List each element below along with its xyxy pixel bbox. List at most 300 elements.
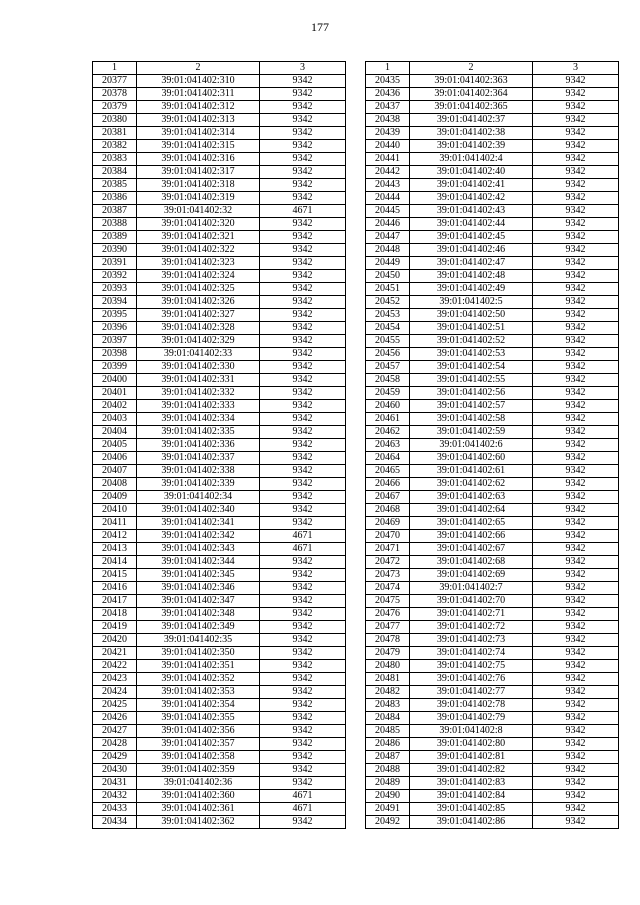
row-number-cell: 20421 [93, 647, 137, 660]
table-row [93, 322, 346, 335]
row-number-cell: 20450 [366, 270, 410, 283]
value-cell: 9342 [533, 270, 619, 283]
cadastral-number-cell: 39:01:041402:75 [410, 660, 533, 673]
table-row [93, 439, 346, 452]
cadastral-number-cell: 39:01:041402:313 [137, 114, 260, 127]
value-cell: 9342 [533, 634, 619, 647]
cadastral-number-cell: 39:01:041402:82 [410, 764, 533, 777]
row-number-cell: 20462 [366, 426, 410, 439]
value-cell: 9342 [533, 283, 619, 296]
row-number-cell: 20415 [93, 569, 137, 582]
value-cell: 9342 [260, 569, 346, 582]
row-number-cell: 20407 [93, 465, 137, 478]
cadastral-number-cell: 39:01:041402:365 [410, 101, 533, 114]
value-cell: 9342 [260, 751, 346, 764]
value-cell: 9342 [260, 582, 346, 595]
table-row [366, 374, 619, 387]
table-row [366, 387, 619, 400]
cadastral-number-cell: 39:01:041402:71 [410, 608, 533, 621]
column-header-1: 1 [93, 62, 137, 75]
value-cell: 9342 [533, 205, 619, 218]
row-number-cell: 20492 [366, 816, 410, 829]
table-row [93, 270, 346, 283]
table-row [366, 426, 619, 439]
row-number-cell: 20393 [93, 283, 137, 296]
table-row [93, 751, 346, 764]
table-row [93, 517, 346, 530]
cadastral-number-cell: 39:01:041402:336 [137, 439, 260, 452]
cadastral-number-cell: 39:01:041402:83 [410, 777, 533, 790]
cadastral-number-cell: 39:01:041402:34 [137, 491, 260, 504]
row-number-cell: 20453 [366, 309, 410, 322]
cadastral-number-cell: 39:01:041402:54 [410, 361, 533, 374]
cadastral-number-cell: 39:01:041402:53 [410, 348, 533, 361]
value-cell: 9342 [260, 712, 346, 725]
row-number-cell: 20431 [93, 777, 137, 790]
table-row [366, 816, 619, 829]
cadastral-number-cell: 39:01:041402:66 [410, 530, 533, 543]
value-cell: 9342 [533, 647, 619, 660]
cadastral-number-cell: 39:01:041402:316 [137, 153, 260, 166]
table-row [366, 400, 619, 413]
value-cell: 9342 [260, 114, 346, 127]
table-row [93, 140, 346, 153]
table-row [366, 452, 619, 465]
table-row [93, 673, 346, 686]
cadastral-number-cell: 39:01:041402:358 [137, 751, 260, 764]
value-cell: 9342 [533, 179, 619, 192]
row-number-cell: 20404 [93, 426, 137, 439]
table-row [93, 413, 346, 426]
table-header-row [366, 62, 619, 75]
cadastral-number-cell: 39:01:041402:84 [410, 790, 533, 803]
row-number-cell: 20434 [93, 816, 137, 829]
row-number-cell: 20463 [366, 439, 410, 452]
cadastral-number-cell: 39:01:041402:361 [137, 803, 260, 816]
value-cell: 9342 [533, 88, 619, 101]
cadastral-number-cell: 39:01:041402:356 [137, 725, 260, 738]
cadastral-number-cell: 39:01:041402:353 [137, 686, 260, 699]
column-header-3: 3 [533, 62, 619, 75]
cadastral-number-cell: 39:01:041402:322 [137, 244, 260, 257]
value-cell: 9342 [260, 426, 346, 439]
row-number-cell: 20397 [93, 335, 137, 348]
table-row [366, 192, 619, 205]
row-number-cell: 20476 [366, 608, 410, 621]
value-cell: 9342 [260, 725, 346, 738]
row-number-cell: 20480 [366, 660, 410, 673]
cadastral-number-cell: 39:01:041402:317 [137, 166, 260, 179]
cadastral-number-cell: 39:01:041402:310 [137, 75, 260, 88]
cadastral-number-cell: 39:01:041402:37 [410, 114, 533, 127]
table-row [366, 88, 619, 101]
cadastral-number-cell: 39:01:041402:345 [137, 569, 260, 582]
table-row [366, 413, 619, 426]
cadastral-number-cell: 39:01:041402:7 [410, 582, 533, 595]
cadastral-number-cell: 39:01:041402:51 [410, 322, 533, 335]
value-cell: 9342 [533, 556, 619, 569]
cadastral-number-cell: 39:01:041402:70 [410, 595, 533, 608]
row-number-cell: 20401 [93, 387, 137, 400]
table-row [93, 114, 346, 127]
cadastral-number-cell: 39:01:041402:48 [410, 270, 533, 283]
row-number-cell: 20435 [366, 75, 410, 88]
cadastral-number-cell: 39:01:041402:78 [410, 699, 533, 712]
cadastral-number-cell: 39:01:041402:339 [137, 478, 260, 491]
table-row [366, 647, 619, 660]
row-number-cell: 20381 [93, 127, 137, 140]
table-row [93, 764, 346, 777]
value-cell: 9342 [533, 582, 619, 595]
value-cell: 9342 [260, 504, 346, 517]
row-number-cell: 20488 [366, 764, 410, 777]
cadastral-number-cell: 39:01:041402:69 [410, 569, 533, 582]
value-cell: 9342 [533, 218, 619, 231]
table-row [366, 790, 619, 803]
row-number-cell: 20391 [93, 257, 137, 270]
cadastral-number-cell: 39:01:041402:72 [410, 621, 533, 634]
table-row [93, 361, 346, 374]
value-cell: 9342 [260, 595, 346, 608]
value-cell: 9342 [533, 127, 619, 140]
value-cell: 9342 [260, 400, 346, 413]
cadastral-number-cell: 39:01:041402:40 [410, 166, 533, 179]
column-header-2: 2 [410, 62, 533, 75]
row-number-cell: 20461 [366, 413, 410, 426]
row-number-cell: 20424 [93, 686, 137, 699]
table-row [366, 257, 619, 270]
cadastral-number-cell: 39:01:041402:35 [137, 634, 260, 647]
table-row [93, 478, 346, 491]
cadastral-number-cell: 39:01:041402:348 [137, 608, 260, 621]
table-row [93, 504, 346, 517]
registry-table-left [92, 61, 346, 829]
cadastral-number-cell: 39:01:041402:86 [410, 816, 533, 829]
value-cell: 9342 [260, 101, 346, 114]
row-number-cell: 20419 [93, 621, 137, 634]
row-number-cell: 20440 [366, 140, 410, 153]
column-header-3: 3 [260, 62, 346, 75]
value-cell: 4671 [260, 530, 346, 543]
value-cell: 9342 [533, 738, 619, 751]
cadastral-number-cell: 39:01:041402:50 [410, 309, 533, 322]
table-row [366, 439, 619, 452]
table-row [366, 634, 619, 647]
row-number-cell: 20388 [93, 218, 137, 231]
table-row [366, 309, 619, 322]
table-row [366, 517, 619, 530]
table-row [366, 556, 619, 569]
value-cell: 9342 [260, 660, 346, 673]
row-number-cell: 20454 [366, 322, 410, 335]
row-number-cell: 20477 [366, 621, 410, 634]
value-cell: 4671 [260, 790, 346, 803]
value-cell: 9342 [533, 699, 619, 712]
column-header-1: 1 [366, 62, 410, 75]
value-cell: 9342 [260, 166, 346, 179]
row-number-cell: 20475 [366, 595, 410, 608]
value-cell: 9342 [533, 543, 619, 556]
row-number-cell: 20485 [366, 725, 410, 738]
row-number-cell: 20448 [366, 244, 410, 257]
cadastral-number-cell: 39:01:041402:334 [137, 413, 260, 426]
row-number-cell: 20417 [93, 595, 137, 608]
cadastral-number-cell: 39:01:041402:331 [137, 374, 260, 387]
table-row [93, 283, 346, 296]
column-header-2: 2 [137, 62, 260, 75]
row-number-cell: 20445 [366, 205, 410, 218]
row-number-cell: 20395 [93, 309, 137, 322]
row-number-cell: 20389 [93, 231, 137, 244]
table-row [93, 699, 346, 712]
table-row [366, 725, 619, 738]
table-row [366, 231, 619, 244]
value-cell: 9342 [533, 478, 619, 491]
table-row [93, 556, 346, 569]
table-row [366, 504, 619, 517]
row-number-cell: 20472 [366, 556, 410, 569]
table-row [366, 361, 619, 374]
value-cell: 9342 [533, 725, 619, 738]
value-cell: 9342 [533, 816, 619, 829]
value-cell: 9342 [260, 738, 346, 751]
row-number-cell: 20403 [93, 413, 137, 426]
table-row [366, 283, 619, 296]
table-row [93, 166, 346, 179]
table-row [93, 569, 346, 582]
table-row [93, 491, 346, 504]
value-cell: 9342 [533, 569, 619, 582]
value-cell: 9342 [533, 244, 619, 257]
value-cell: 9342 [533, 660, 619, 673]
row-number-cell: 20446 [366, 218, 410, 231]
table-row [93, 205, 346, 218]
value-cell: 9342 [533, 361, 619, 374]
row-number-cell: 20460 [366, 400, 410, 413]
value-cell: 9342 [260, 348, 346, 361]
table-row [366, 699, 619, 712]
row-number-cell: 20438 [366, 114, 410, 127]
value-cell: 9342 [260, 608, 346, 621]
row-number-cell: 20491 [366, 803, 410, 816]
cadastral-number-cell: 39:01:041402:64 [410, 504, 533, 517]
cadastral-number-cell: 39:01:041402:65 [410, 517, 533, 530]
row-number-cell: 20406 [93, 452, 137, 465]
cadastral-number-cell: 39:01:041402:328 [137, 322, 260, 335]
cadastral-number-cell: 39:01:041402:359 [137, 764, 260, 777]
value-cell: 9342 [260, 88, 346, 101]
value-cell: 9342 [533, 751, 619, 764]
table-row [366, 582, 619, 595]
table-row [93, 426, 346, 439]
table-row [366, 101, 619, 114]
cadastral-number-cell: 39:01:041402:320 [137, 218, 260, 231]
row-number-cell: 20479 [366, 647, 410, 660]
table-row [366, 205, 619, 218]
row-number-cell: 20423 [93, 673, 137, 686]
cadastral-number-cell: 39:01:041402:323 [137, 257, 260, 270]
cadastral-number-cell: 39:01:041402:41 [410, 179, 533, 192]
cadastral-number-cell: 39:01:041402:39 [410, 140, 533, 153]
row-number-cell: 20456 [366, 348, 410, 361]
cadastral-number-cell: 39:01:041402:360 [137, 790, 260, 803]
value-cell: 9342 [533, 790, 619, 803]
cadastral-number-cell: 39:01:041402:352 [137, 673, 260, 686]
value-cell: 4671 [260, 205, 346, 218]
table-row [93, 257, 346, 270]
cadastral-number-cell: 39:01:041402:80 [410, 738, 533, 751]
cadastral-number-cell: 39:01:041402:85 [410, 803, 533, 816]
value-cell: 9342 [260, 777, 346, 790]
value-cell: 9342 [533, 101, 619, 114]
value-cell: 9342 [260, 283, 346, 296]
cadastral-number-cell: 39:01:041402:8 [410, 725, 533, 738]
table-row [93, 296, 346, 309]
table-row [366, 127, 619, 140]
cadastral-number-cell: 39:01:041402:77 [410, 686, 533, 699]
table-row [366, 296, 619, 309]
table-row [366, 569, 619, 582]
table-row [366, 335, 619, 348]
table-row [93, 608, 346, 621]
cadastral-number-cell: 39:01:041402:62 [410, 478, 533, 491]
value-cell: 9342 [533, 504, 619, 517]
table-row [366, 153, 619, 166]
row-number-cell: 20455 [366, 335, 410, 348]
row-number-cell: 20379 [93, 101, 137, 114]
value-cell: 9342 [260, 413, 346, 426]
row-number-cell: 20457 [366, 361, 410, 374]
value-cell: 9342 [260, 179, 346, 192]
table-row [93, 452, 346, 465]
cadastral-number-cell: 39:01:041402:56 [410, 387, 533, 400]
value-cell: 9342 [533, 608, 619, 621]
row-number-cell: 20400 [93, 374, 137, 387]
value-cell: 9342 [260, 231, 346, 244]
cadastral-number-cell: 39:01:041402:55 [410, 374, 533, 387]
table-row [93, 582, 346, 595]
cadastral-number-cell: 39:01:041402:4 [410, 153, 533, 166]
row-number-cell: 20444 [366, 192, 410, 205]
row-number-cell: 20383 [93, 153, 137, 166]
value-cell: 9342 [260, 153, 346, 166]
table-row [93, 595, 346, 608]
value-cell: 9342 [260, 517, 346, 530]
cadastral-number-cell: 39:01:041402:341 [137, 517, 260, 530]
row-number-cell: 20412 [93, 530, 137, 543]
cadastral-number-cell: 39:01:041402:61 [410, 465, 533, 478]
table-row [366, 712, 619, 725]
table-row [366, 270, 619, 283]
cadastral-number-cell: 39:01:041402:32 [137, 205, 260, 218]
value-cell: 9342 [260, 491, 346, 504]
table-row [93, 218, 346, 231]
cadastral-number-cell: 39:01:041402:326 [137, 296, 260, 309]
row-number-cell: 20399 [93, 361, 137, 374]
row-number-cell: 20459 [366, 387, 410, 400]
registry-table-right [365, 61, 619, 829]
row-number-cell: 20428 [93, 738, 137, 751]
cadastral-number-cell: 39:01:041402:63 [410, 491, 533, 504]
cadastral-number-cell: 39:01:041402:327 [137, 309, 260, 322]
cadastral-number-cell: 39:01:041402:329 [137, 335, 260, 348]
table-row [366, 491, 619, 504]
value-cell: 9342 [260, 309, 346, 322]
value-cell: 9342 [533, 777, 619, 790]
cadastral-number-cell: 39:01:041402:343 [137, 543, 260, 556]
table-row [366, 348, 619, 361]
table-row [93, 192, 346, 205]
cadastral-number-cell: 39:01:041402:355 [137, 712, 260, 725]
row-number-cell: 20426 [93, 712, 137, 725]
cadastral-number-cell: 39:01:041402:347 [137, 595, 260, 608]
cadastral-number-cell: 39:01:041402:60 [410, 452, 533, 465]
table-row [366, 543, 619, 556]
row-number-cell: 20422 [93, 660, 137, 673]
row-number-cell: 20420 [93, 634, 137, 647]
cadastral-number-cell: 39:01:041402:311 [137, 88, 260, 101]
table-row [366, 114, 619, 127]
row-number-cell: 20432 [93, 790, 137, 803]
row-number-cell: 20490 [366, 790, 410, 803]
table-row [93, 88, 346, 101]
row-number-cell: 20466 [366, 478, 410, 491]
cadastral-number-cell: 39:01:041402:36 [137, 777, 260, 790]
cadastral-number-cell: 39:01:041402:59 [410, 426, 533, 439]
cadastral-number-cell: 39:01:041402:81 [410, 751, 533, 764]
value-cell: 9342 [260, 439, 346, 452]
table-row [93, 348, 346, 361]
row-number-cell: 20433 [93, 803, 137, 816]
row-number-cell: 20441 [366, 153, 410, 166]
table-row [93, 153, 346, 166]
row-number-cell: 20390 [93, 244, 137, 257]
row-number-cell: 20467 [366, 491, 410, 504]
value-cell: 9342 [533, 465, 619, 478]
value-cell: 9342 [533, 166, 619, 179]
cadastral-number-cell: 39:01:041402:52 [410, 335, 533, 348]
value-cell: 9342 [260, 127, 346, 140]
cadastral-number-cell: 39:01:041402:362 [137, 816, 260, 829]
value-cell: 9342 [533, 803, 619, 816]
row-number-cell: 20385 [93, 179, 137, 192]
value-cell: 9342 [533, 621, 619, 634]
value-cell: 9342 [260, 764, 346, 777]
value-cell: 9342 [260, 140, 346, 153]
value-cell: 9342 [260, 647, 346, 660]
value-cell: 9342 [260, 478, 346, 491]
row-number-cell: 20413 [93, 543, 137, 556]
table-row [93, 660, 346, 673]
table-row [366, 75, 619, 88]
value-cell: 9342 [260, 322, 346, 335]
row-number-cell: 20382 [93, 140, 137, 153]
value-cell: 9342 [260, 634, 346, 647]
table-row [366, 660, 619, 673]
cadastral-number-cell: 39:01:041402:58 [410, 413, 533, 426]
row-number-cell: 20469 [366, 517, 410, 530]
value-cell: 9342 [260, 270, 346, 283]
value-cell: 9342 [533, 140, 619, 153]
cadastral-number-cell: 39:01:041402:73 [410, 634, 533, 647]
cadastral-number-cell: 39:01:041402:330 [137, 361, 260, 374]
table-row [366, 608, 619, 621]
cadastral-number-cell: 39:01:041402:338 [137, 465, 260, 478]
cadastral-number-cell: 39:01:041402:79 [410, 712, 533, 725]
table-row [93, 335, 346, 348]
table-row [93, 127, 346, 140]
cadastral-number-cell: 39:01:041402:57 [410, 400, 533, 413]
